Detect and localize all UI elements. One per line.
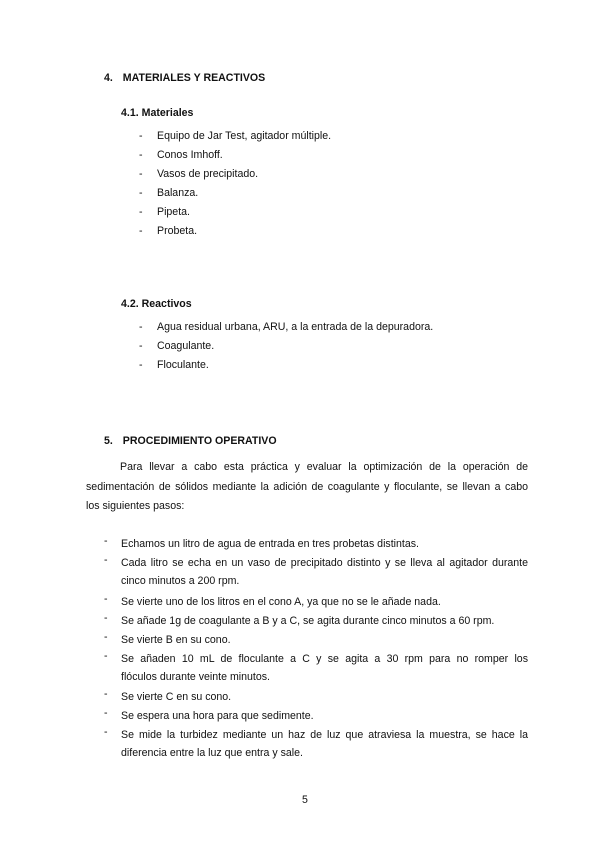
list-item-text: Balanza. (157, 187, 199, 199)
list-item-text: diferencia entre la luz que entra y sale. (121, 747, 303, 759)
list-dash: - (104, 535, 108, 547)
list-item-text: Se mide la turbidez mediante un haz de luz que atraviesa la muestra, se hace la (121, 729, 528, 741)
list-item-text: Agua residual urbana, ARU, a la entrada de la depuradora. (157, 321, 434, 333)
paragraph-line: los siguientes pasos: (86, 500, 185, 512)
list-item-text: Vasos de precipitado. (157, 168, 259, 180)
list-dash: - (139, 359, 143, 371)
list-item-text: Echamos un litro de agua de entrada en tres probetas distintas. (121, 538, 419, 550)
list-item-text: Floculante. (157, 359, 209, 371)
list-item-text: Conos Imhoff. (157, 149, 223, 161)
list-item-text: cinco minutos a 200 rpm. (121, 575, 240, 587)
list-dash: - (139, 187, 143, 199)
list-dash: - (139, 149, 143, 161)
list-item-text: Se añade 1g de coagulante a B y a C, se agita durante cinco minutos a 60 rpm. (121, 615, 495, 627)
section-5-title: PROCEDIMIENTO OPERATIVO (122, 435, 277, 447)
list-item-text: Se vierte B en su cono. (121, 634, 231, 646)
list-dash: - (139, 225, 143, 237)
list-dash: - (104, 650, 108, 662)
list-item-text: Pipeta. (157, 206, 190, 218)
page-number: 5 (302, 794, 308, 806)
list-item-text: Se añaden 10 mL de floculante a C y se agita a 30 rpm para no romper los (121, 653, 528, 665)
materiales-heading: 4.1. Materiales (121, 107, 194, 119)
list-item-text: Se espera una hora para que sedimente. (121, 710, 314, 722)
list-dash: - (104, 707, 108, 719)
list-item-text: Se vierte C en su cono. (121, 691, 232, 703)
reactivos-heading: 4.2. Reactivos (121, 298, 192, 310)
list-dash: - (139, 206, 143, 218)
list-dash: - (104, 726, 108, 738)
list-item-text: Probeta. (157, 225, 198, 237)
list-dash: - (139, 130, 143, 142)
intro-paragraph (86, 458, 528, 517)
section-4-title: MATERIALES Y REACTIVOS (122, 72, 266, 84)
list-dash: - (104, 631, 108, 643)
list-dash: - (139, 321, 143, 333)
section-4-heading (104, 72, 265, 84)
section-4-number: 4. (104, 72, 113, 84)
list-dash: - (139, 168, 143, 180)
list-item-text: flóculos durante veinte minutos. (121, 671, 270, 683)
section-5-number: 5. (104, 435, 113, 447)
list-dash: - (104, 554, 108, 566)
list-dash: - (104, 593, 108, 605)
list-item-text: Cada litro se echa en un vaso de precipitado distinto y se lleva al agitador durante (121, 557, 528, 569)
section-5-heading (104, 435, 277, 447)
paragraph-line: Para llevar a cabo esta práctica y evaluar la optimización de la operación de (120, 461, 528, 473)
list-dash: - (139, 340, 143, 352)
list-dash: - (104, 688, 108, 700)
list-item-text: Coagulante. (157, 340, 215, 352)
list-item-text: Equipo de Jar Test, agitador múltiple. (157, 130, 332, 142)
list-item-text: Se vierte uno de los litros en el cono A, ya que no se le añade nada. (121, 596, 441, 608)
paragraph-line: sedimentación de sólidos mediante la adición de coagulante y floculante, se llevan a cabo (86, 480, 528, 493)
list-dash: - (104, 612, 108, 624)
